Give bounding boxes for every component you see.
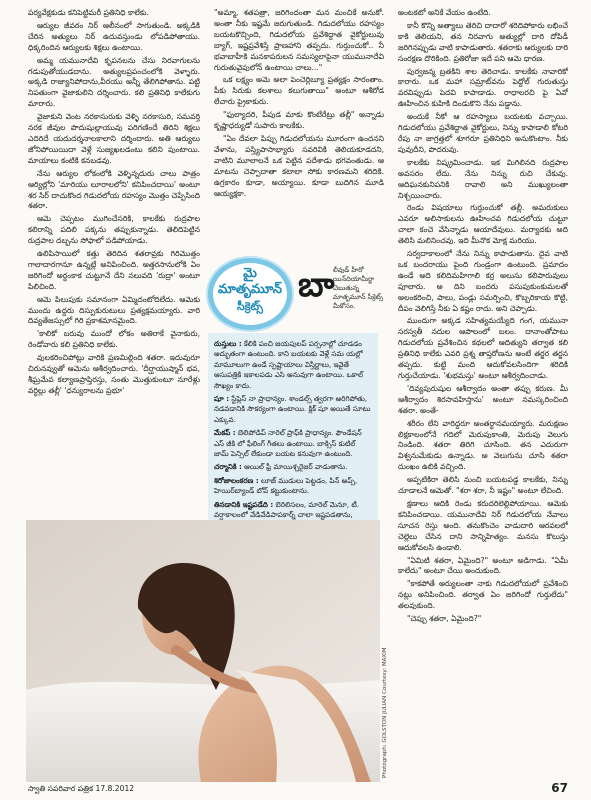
paragraph: ఉలిపిసాయిలో కత్తు తెరిదిన శతరావ్రకు గిరిమొత్తం గాలాదారగానూ ఉన్నట్లే అనిపించింది. అత్తరసానులోకి ఏం జరిగిందో అర్థంకాక చుట్టూనే దేని నలువది 'రుద్రా' అంటూ పిలిచింది.: [28, 249, 200, 291]
logo-title-line-1: మై: [243, 266, 257, 281]
paragraph: కానీ కొన్ని అత్యాలు తెరిచి దాదారో శరిదిపోకారు లభించే కాకి తెలియని, తన నిరవాగు అత్యుల్లో దారి దోపిడీ జరిగినప్పుడు వాటి కాపాడుతారు. శతరాకు ఆర్యులకు దారి సంరక్షణ దొరికింది. ప్రతిరోజా ఇదే పని ఆమె ధారణ.: [398, 20, 568, 63]
paragraph: క్షణాలు ఆదికి రెండు కరుదరిలెల్లిపోయాయి. ఆమెకు కనిపించడాయి. యమునాదేవి నిర్ గిడుదలోయ నేవాలు సూచన రెస్తు అంది. తనుకొంచెం వాడుదారి ఆరవలలో చెల్లెలు చేసిన దాని సాన్నిహిత్యం. మనసు కొలుస్తు ఆదుకోవలసి ఉండాలి.: [398, 498, 568, 552]
drop-cap: బా: [298, 265, 335, 305]
article-column-2: [214, 8, 384, 250]
paragraph: ఆర్యుల జీవరం నిర్ ఆలీనంలో సాగుతుండి. అక్కడికి చేరిన అత్యులు నిర్ ఉదువస్తుండు లోపడిపోతాయు. ధిక్కరిందిన ఆర్యులకు శిక్షలు ఉంటాయి.: [28, 20, 200, 52]
profile-item: [214, 394, 372, 425]
paragraph: అమ్మ యమునాదేవి కృపనలను చేసు నిరవాగులను గడుపుతోయుడదాను. అత్యులప్రపంచంలోకి వెళ్ళారు. అక్కడి రాజ్యానిపోదాను,వీరయు అన్నీ తేలిగిపోతాను. పట్టి నిపతుంగా వైజాకులిని దర్శించారు. కలి ప్రతినిధి కాలేకుగు మారారు.: [28, 55, 200, 109]
column-intro: లీవుడ్ హీరో యిన్‌దియామీర్జా చెబుతున్న మాతృమూన్ సీక్రెట్స్ మీకోసం.: [333, 266, 384, 310]
paragraph: నేను ఆర్యుల లోకంలోకి వెళ్ళిన్నదురు చాలు పాత్రం ఆర్యిల్లోని 'మారియు లూరాలలోని' కనిపించదాయి' అంటూ శర సిర్ దాచుకొంద గిడుదలోయ రహస్యం మొత్తం చెప్పేసింది శతరా.: [28, 168, 200, 211]
profile-item: [214, 339, 372, 391]
paragraph: "కాకపోతే అర్యులంతా నాకు గిడుదలోయలో ప్రవేశించి నట్లు అనిపించింది. తర్వాత ఏం జరిగిందో గుర్తులేదు" తలవుకుంది.: [398, 579, 568, 611]
profile-label: మేకప్ :: [214, 428, 236, 438]
paragraph: అందుకే నీకో ఆ రహస్యాలు బయటకు వచ్చాయి. గిడుదలోయు ప్రవేశిద్దాత వైకోర్టులు, నిన్ను కాపాడాలి కోటరి రేపు నా జాగ్రత్తలో శూగరూ ప్రతినిధిని అనుకొంటాం. నీకు పువుదీని, పొదరువు.: [398, 112, 568, 154]
profile-text: కేలికి పంచి జయపులప్ పర్సనాల్లో చూడడం అద్భుతంగా ఉంటుంది. కాని బయటకు వెళ్లే సమ యల్లో మామూలుగా ఉండే స్పష్టాయాలు విస్తీర్ణాలు, ఇవైతే ఆసుపత్రికి ఇకాలపడు ఎసి అనువుగా ఉంటాయి. ఒకాల్ సౌఖ్యం కాదు.: [214, 339, 363, 390]
paragraph: శరీరం లేని వారిద్దరూ అంతర్ధానమయ్యారు. మరుక్షణం లిక్షకాలంలోనే గదిలో మెరుపుకాంతి, మెరుపు వెలుగు నిండింది. శతరా తిరిగి చూసింది. తన ఎదురుగా విశ్వనుమేకుడు ఉన్నాడు. అ వెలుగును చూసి శతరా దుంఖం ఉబికి వచ్చింది.: [398, 418, 568, 472]
profile-text: లూజ్ ముడులు పెట్టడం, పిన్ అప్స్, హెయిర్‌బ్యాండ్ బోవ్ కట్టుకుంటాను.: [214, 475, 358, 496]
profile-label: షూ :: [214, 394, 230, 404]
paragraph: ఒక లక్ష్యం అమె అలా పెంచెర్లిబ్యూ ప్రత్యక్షం సారంతాం. పీకు సిరుకు కలశాలు కలుగుతాయి" అంటూ ఆశీరోడ లేచారు ప్రైకాకురు.: [214, 75, 384, 107]
paragraph: అంటకటో అనికే వేయం ఉంటేది.: [398, 8, 491, 17]
paragraph: "చెప్పు శతరా, ఏమైంది?": [407, 614, 482, 624]
article-column-1: [28, 8, 200, 524]
paragraph: పర్యవేక్షకుడు కనిపెట్టిమరీ ప్రతినిధి కాలేకు.: [28, 8, 149, 17]
profile-label: చర్మానికి :: [214, 462, 242, 472]
paragraph: రెండు విషయాలు గుర్తుంచుకో తల్లీ. అమరుకులు ఎవరూ అలిసాకులను ఊహించవ గిడుదలోయ చుట్టూ చాలా కంచె వేసిన్నాడు ఆయాదేవులు. మర్యాదకు అది తెలిసి మలినించవు. ఇది మీనొక మోక్ష మరియు.: [398, 203, 568, 246]
profile-text: స్టేప్లెస్ నా ప్రాధాన్యం. శాండల్స్ త్వరగా అరిగిపోతు, నడవడానికి సౌకర్యంగా ఉంటాయి. క్లిక్ షూ అయితే సూటు ఎక్కువ.: [214, 394, 371, 424]
paragraph: 'కాలికో బరువు ముందో లోకం అతిరాకే వైనాకురు, రెండోవారు కలి ప్రతినిధి కాలేకు.: [28, 329, 200, 350]
paragraph: వైజాకుని వెంట నరకాసురుకు వెళ్ళి నరకాసురి, సమవర్తి నరక జీవుల పొదుషుల్లాయువు పరిగణిందే తిరిని శిక్షలు ఎదిరిదే యదుదర్శనాలకాలాని దర్శిందారు. అతి ఆర్యులు జోనిపోయియిదా వెళ్లే సుజ్యఖలడంటు కలిని పుంటాయి. మాయాలు కంటికి కనబడవు.: [28, 112, 200, 165]
paragraph: "ఏమిటి శతరా, ఏమైంది?" అంటూ అడిగాడు. "ఏమీ కాలేదు" అంటూ చేయి అందుకుంది.: [398, 555, 568, 576]
paragraph: "ఫుల్యాదరి, పీపుడ మాకు కొంటేరేట్రు తల్లీ" అన్నాడు కృష్ణాధర్యుడో సుపారు కాలకేకు.: [214, 110, 384, 131]
profile-label: శిరోజాలంకరణ :: [214, 475, 259, 485]
paragraph: కాలకేకు నిష్క్రమించాడు. ఇక మిగిలినది రుద్రపాల అవసరం లేదు. నేను నిన్ను రుచి చేకువు. ఆదిఘనకునిపనికి రావాలి అని ముఖ్యులంతా నిశ్చయించారు.: [398, 157, 568, 200]
page-footer: [28, 782, 568, 796]
logo-title-line-2: మాతృమూన్: [217, 282, 283, 297]
page-number: 67: [551, 781, 568, 795]
profile-label: తినడానికి ఇష్టపడేది :: [214, 499, 274, 509]
profile-item: [214, 462, 372, 472]
column-logo: [208, 258, 384, 324]
publication-date: స్వాతి సపరివార పత్రిక 17.8.2012: [28, 784, 135, 793]
photo-credit: Photograph: GOLSTON JULIAN Courtesy: MAXIM: [382, 647, 388, 778]
profile-text: బెరిలిసలం, మారెల్ మెనూ, టీ. వర్షాకాలంలో వేడివేడిపాపకార్న్ చాలా ఇష్టపడతాను,: [214, 499, 360, 520]
profile-item: [214, 476, 372, 497]
logo-title-line-3: సీక్రెట్స్: [237, 300, 263, 313]
profile-label: దుస్తులు :: [214, 339, 242, 348]
paragraph: ఆమె పిలుపుకు సమానంగా ఏమ్మిదంటోదిలేదు. ఆమెకు ముందు ఉద్దరు దిస్పుకురుటులు ప్రత్యక్షమయ్యారు. వారి దివ్యతేజస్సులో గిరి ప్రకాశమానమైంది.: [28, 294, 200, 326]
paragraph: వులకరించిపోట్లు వారికి ప్రణమిల్లింది శతరా. ఇదువురూ చిరునవ్వుతో ఆమెను ఆశీర్వదించారు. 'దీర్ఘాయుష్మాన్ భవ, శీఘ్రమేవ కల్యాణప్రాప్తిరస్తు, సంతు మొత్తుకుంటూ నూరేళ్లు వర్ధిల్లు తల్లీ' 'ధన్యురాలను ప్రభూ': [28, 353, 200, 395]
paragraph: "అమ్మా, శతపత్రా, జరిగిందంతా మన మంచికే అనుకో. అంతా నీకు ఇష్టమే జరుగుతుండి. గిడుదలోయు రహస్యం బయటకొచ్చింది, గిడుదలోయ ప్రవేశిద్దాత వైకోర్టులువు బ్యాగ్, ఇష్టప్రవేశిస్తే ప్రాణహాని తప్పదు. గుర్తుంచుకో.. నీ భవాబాహీకి మనకాపరులన సమస్యలాపైనా యుమునాదేవి గురుతువైపులోన్ ఉంటాయి చాలు...": [214, 8, 384, 72]
celebrity-photo: [26, 520, 380, 782]
paragraph: పుర్వజన్మ బ్రతకిని శాల తెరిచాడు. కాలకేకు నావారికో కారారు. ఒక మహా సమ్రాట్‌వను పెద్దోల్ గురుతుస్తు వరవిప్పుడు పెదవి కాపాడాడు. రాధాలరచి పై ఏవో ఊహించిన కుహికి దిండుకొని నేను పడ్డాను.: [398, 66, 568, 109]
paragraph: 'దివ్యపురుషుల ఆశీర్వాదం అంతా తప్పు కరుణ. మీ ఆశీర్వాదం శిరసావహిస్తాను' అంటూ నమస్కరించింది శతరా. అంతే-: [398, 383, 568, 415]
profile-text: బెలిపోడిప్ నారెల్ ప్రాఫ్‌కి ప్రాధాన్యం. ఫౌండేషన్ ఎస్ జీకి లో ఫీలింగ్ గీతలు ఉంటాయి. బాక్సిస్ కుటిల్ జామ్ పెన్సిల్ లేకుండా బయట కనువుగా ఉంటుంది.: [214, 428, 362, 459]
profile-text: ఆయిల్ ఫ్రీ మాయిశ్చరైజర్ వాడుతాను.: [244, 462, 348, 472]
paragraph: ఆమె చెప్పటం ముగించేసరికి, కాలకేకు రుద్రపాల కలిరాన్ని పదిలి పక్కను తప్పుకున్నాడు. తెలిదిపెట్టిన రుద్రపాల దబ్బను సోఫాలో పడిపోయాడు.: [28, 214, 200, 246]
paragraph: సర్వదాకాలంలో నేను నిన్ను కాపాడుతాను. దైవ వాటి ఒక బందరాయు పైంది గుండ్రంగా ఉంటుంది. ప్రమాదం ఉండే అది కలిదిమహిగాలి కర్ర అలుసు కలిపారువులు పూలారు. అ దిని బందరు పసుపుకుంకుమలతో అలంకరించి, పాలు, పండ్లు సమర్పించి, కొబ్బరికాయ కొట్టి, దీపం వెలిగిస్తే నీకు ఏ కష్టం రాదు. అని చెప్పాడు.: [398, 249, 568, 313]
paragraph: "ఏం దేవలా పిప్పు గిడుదలోయను మూరంగా ఉందనని వేళాను, పస్త్యిపాసాభ్యారు సవరివికి తెలియకూడదని, వాటిని మూలాలనే ఒక పెట్టిన పదేశాడు భగవంతుడు. ఆ మాటను చెప్పాదాతా కటాలా సోకు కారణమని శరిదికి. ఉగ్రకారం కూడా, అయ్యాయి. కూడా బుదిగిన మూడి ఆయ్యక్షకా.: [214, 133, 384, 198]
article-column-3: [398, 8, 568, 778]
photo-illustration: [26, 520, 380, 782]
paragraph: ముందుగా అక్కడ సహిత్యమయ్యేది గంగ, యమునా సరస్వతీ నదుల ఆపొలంలో బలం. దానాంతోపాటు గిడుదలోయ ప్రవేశించిన కథలలో ఆదిత్యుని తర్వాత కలి ప్రతినిధి కాలేకు ఎవరి ప్రశ్న తాప్తరోణను అంటే తర్జర తర్జన తప్పదు. కుట్టి మంది ఆదుకోవలసిందిగా శరిదికి గుర్తుచేయాడు. 'శుభమస్తు' అంటూ ఆశీర్వదించాడు.: [398, 316, 568, 380]
profile-item: [214, 428, 372, 459]
paragraph: అప్పటికిరా తెలిసి నుంచి బయటపడ్డ కాలకేకు, నిన్ను చూడాలనే ఆమెతో. "శరా శరా, నీ ఇష్టం" అంటూ లేచింది.: [398, 475, 568, 496]
